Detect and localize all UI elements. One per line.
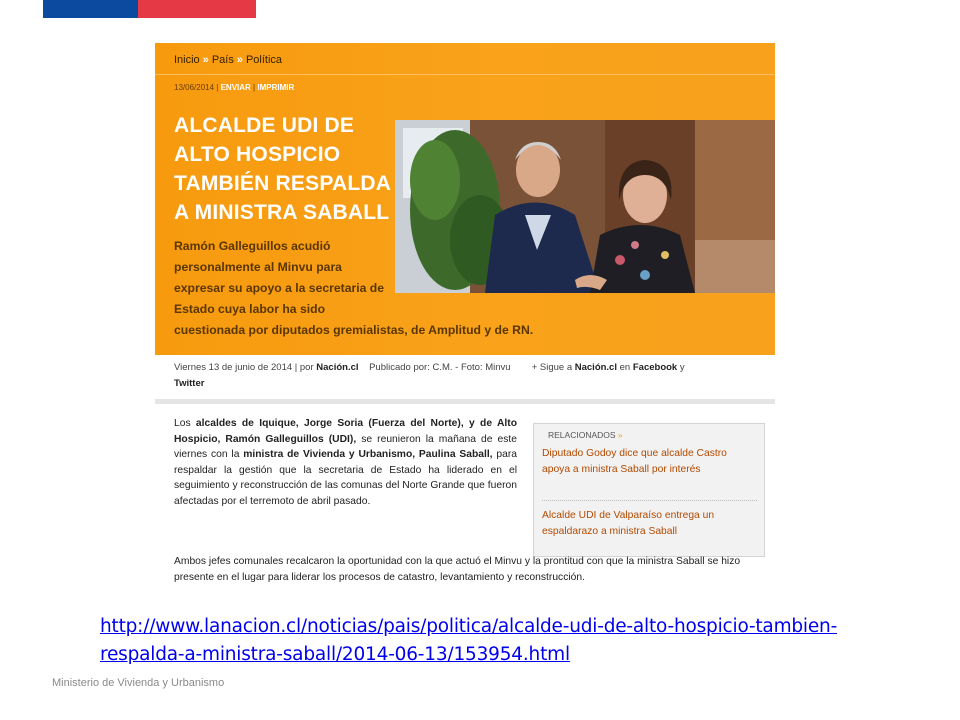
follow-and-text: y	[677, 362, 685, 373]
url-line-2: respalda-a-ministra-saball/2014-06-13/153954.html	[100, 644, 570, 665]
byline-source-link[interactable]: Nación.cl	[316, 362, 359, 373]
article-paragraph-2: Ambos jefes comunales recalcaron la oportunidad con la que actuó el Minvu y la prontitud con que la ministra Saball se hizo presente en el lugar para liderar los procesos de catastro, levantamiento y reconstrucción.	[174, 556, 741, 583]
send-link[interactable]: ENVIAR	[220, 83, 251, 92]
print-link[interactable]: IMPRIMIR	[257, 83, 295, 92]
photo-illustration	[395, 120, 775, 293]
paragraph-text: se reunieron la mañana de este viernes con la	[174, 433, 518, 460]
lead-part-1: Ramón Galleguillos acudió personalmente al Minvu para expresar su apoyo a la secretaria de Estado cuya labor ha sido	[174, 239, 385, 316]
paragraph-bold-text: ministra de Vivienda y Urbanismo, Paulina Saball,	[243, 449, 493, 460]
article-paragraph-1	[174, 416, 517, 509]
follow-site-link[interactable]: Nación.cl	[574, 362, 617, 373]
flag-red-segment	[138, 0, 256, 18]
article-date: 13/06/2014	[174, 83, 215, 92]
paragraph-text: para respaldar la gestión que la secretaria de Estado ha liderado en el seguimiento y reconstrucción de las comunas del Norte Grande que fueron afectadas por el terremoto de abril pasado.	[174, 449, 517, 507]
breadcrumb-pais[interactable]: País	[211, 54, 234, 66]
article-screenshot	[155, 43, 775, 608]
article-photo	[395, 120, 775, 293]
breadcrumb-inicio[interactable]: Inicio	[174, 54, 200, 66]
related-link-1[interactable]: Diputado Godoy dice que alcalde Castro apoya a ministra Saball por interés	[542, 448, 727, 475]
related-title-marker: »	[617, 430, 623, 440]
divider	[155, 74, 775, 75]
related-title-text: RELACIONADOS	[548, 430, 616, 440]
lead-part-2: cuestionada por diputados gremialistas, de Amplitud y de RN.	[174, 323, 534, 337]
source-url-link[interactable]	[100, 613, 930, 669]
byline-date: Viernes 13 de junio de 2014 | por	[174, 362, 317, 373]
article-headline: ALCALDE UDI DE ALTO HOSPICIO TAMBIÉN RESPALDA A MINISTRA SABALL	[174, 114, 391, 224]
byline-published: Publicado por: C.M. - Foto: Minvu	[369, 362, 511, 373]
breadcrumb-politica[interactable]: Política	[245, 54, 283, 66]
related-link-2[interactable]: Alcalde UDI de Valparaíso entrega un espaldarazo a ministra Saball	[542, 510, 715, 537]
article-byline	[174, 360, 764, 392]
breadcrumb	[174, 54, 282, 66]
divider	[542, 500, 757, 501]
follow-text: + Sigue a	[531, 362, 575, 373]
related-title	[548, 430, 623, 440]
paragraph-text: Los	[174, 418, 196, 429]
follow-on-text: en	[617, 362, 633, 373]
article-header-panel	[155, 43, 775, 355]
footer-ministry-name: Ministerio de Vivienda y Urbanismo	[52, 677, 225, 689]
related-articles-box	[533, 423, 765, 557]
url-line-1: http://www.lanacion.cl/noticias/pais/politica/alcalde-udi-de-alto-hospicio-tambien-	[100, 616, 838, 637]
twitter-link[interactable]: Twitter	[174, 378, 205, 389]
divider	[155, 399, 775, 404]
breadcrumb-separator: »	[236, 54, 243, 66]
article-meta: 13/06/2014 | ENVIAR | IMPRIMIR	[174, 83, 295, 92]
breadcrumb-separator: »	[202, 54, 209, 66]
government-flag-bar	[43, 0, 256, 18]
paragraph-bold-text: alcaldes de Iquique, Jorge Soria (Fuerza del Norte), y de Alto Hospicio, Ramón Galleguillos (UDI),	[174, 418, 517, 445]
facebook-link[interactable]: Facebook	[632, 362, 678, 373]
flag-blue-segment	[43, 0, 138, 18]
